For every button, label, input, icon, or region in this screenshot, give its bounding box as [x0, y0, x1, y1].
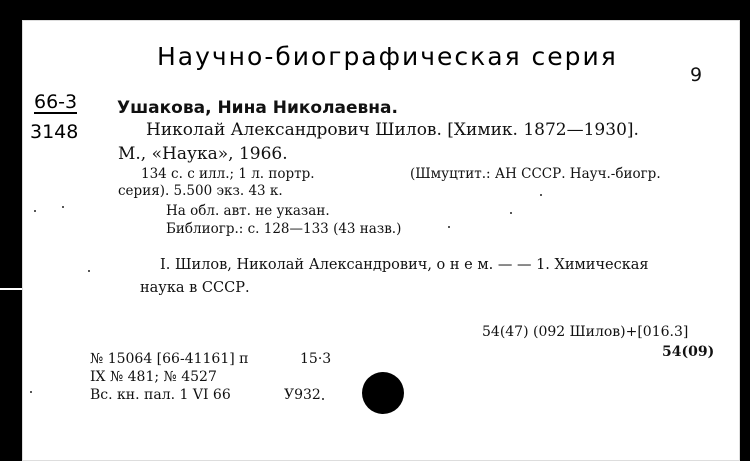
- speck: [510, 212, 512, 214]
- speck: [540, 194, 542, 196]
- shelf-mark-top: 66-3: [34, 91, 78, 113]
- imprint-line: М., «Наука», 1966.: [118, 144, 288, 164]
- speck: [448, 226, 450, 228]
- tracing-line-1: I. Шилов, Николай Александрович, о н е м. — — 1. Химическая: [160, 257, 649, 273]
- volume-number: 9: [690, 64, 703, 86]
- catalog-card: [22, 20, 740, 461]
- record-number: № 15064 [66-41161] п: [90, 351, 249, 367]
- punch-hole: [362, 372, 404, 414]
- classification-udc: 54(47) (092 Шилов)+[016.3]: [482, 324, 689, 340]
- issue-line: IX № 481; № 4527: [90, 369, 217, 385]
- record-number-right: 15·3: [300, 351, 332, 367]
- classification-secondary: 54(09): [662, 344, 715, 360]
- title-line: Николай Александрович Шилов. [Химик. 1872—1930].: [146, 120, 639, 140]
- distribution-line: Вс. кн. пал. 1 VI 66: [90, 387, 231, 403]
- tracing-line-2: наука в СССР.: [140, 280, 250, 296]
- series-note: (Шмуцтит.: АН СССР. Науч.-биогр.: [410, 166, 661, 182]
- note-cover: На обл. авт. не указан.: [166, 203, 330, 219]
- series-header-handwritten: Научно-биографическая серия: [157, 42, 618, 71]
- note-bibliography: Библиогр.: с. 128—133 (43 назв.): [166, 221, 402, 237]
- speck: [88, 270, 90, 272]
- shelf-mark-bottom: 3148: [30, 121, 79, 143]
- speck: [30, 391, 32, 393]
- author-heading: Ушакова, Нина Николаевна.: [117, 98, 398, 118]
- series-note-continued: серия). 5.500 экз. 43 к.: [118, 183, 283, 199]
- speck: [322, 398, 324, 400]
- card-edge-mark: [0, 288, 22, 290]
- collation-line: 134 с. с илл.; 1 л. портр.: [141, 166, 315, 182]
- code-right: У932: [284, 387, 321, 403]
- speck: [34, 210, 36, 212]
- speck: [62, 206, 64, 208]
